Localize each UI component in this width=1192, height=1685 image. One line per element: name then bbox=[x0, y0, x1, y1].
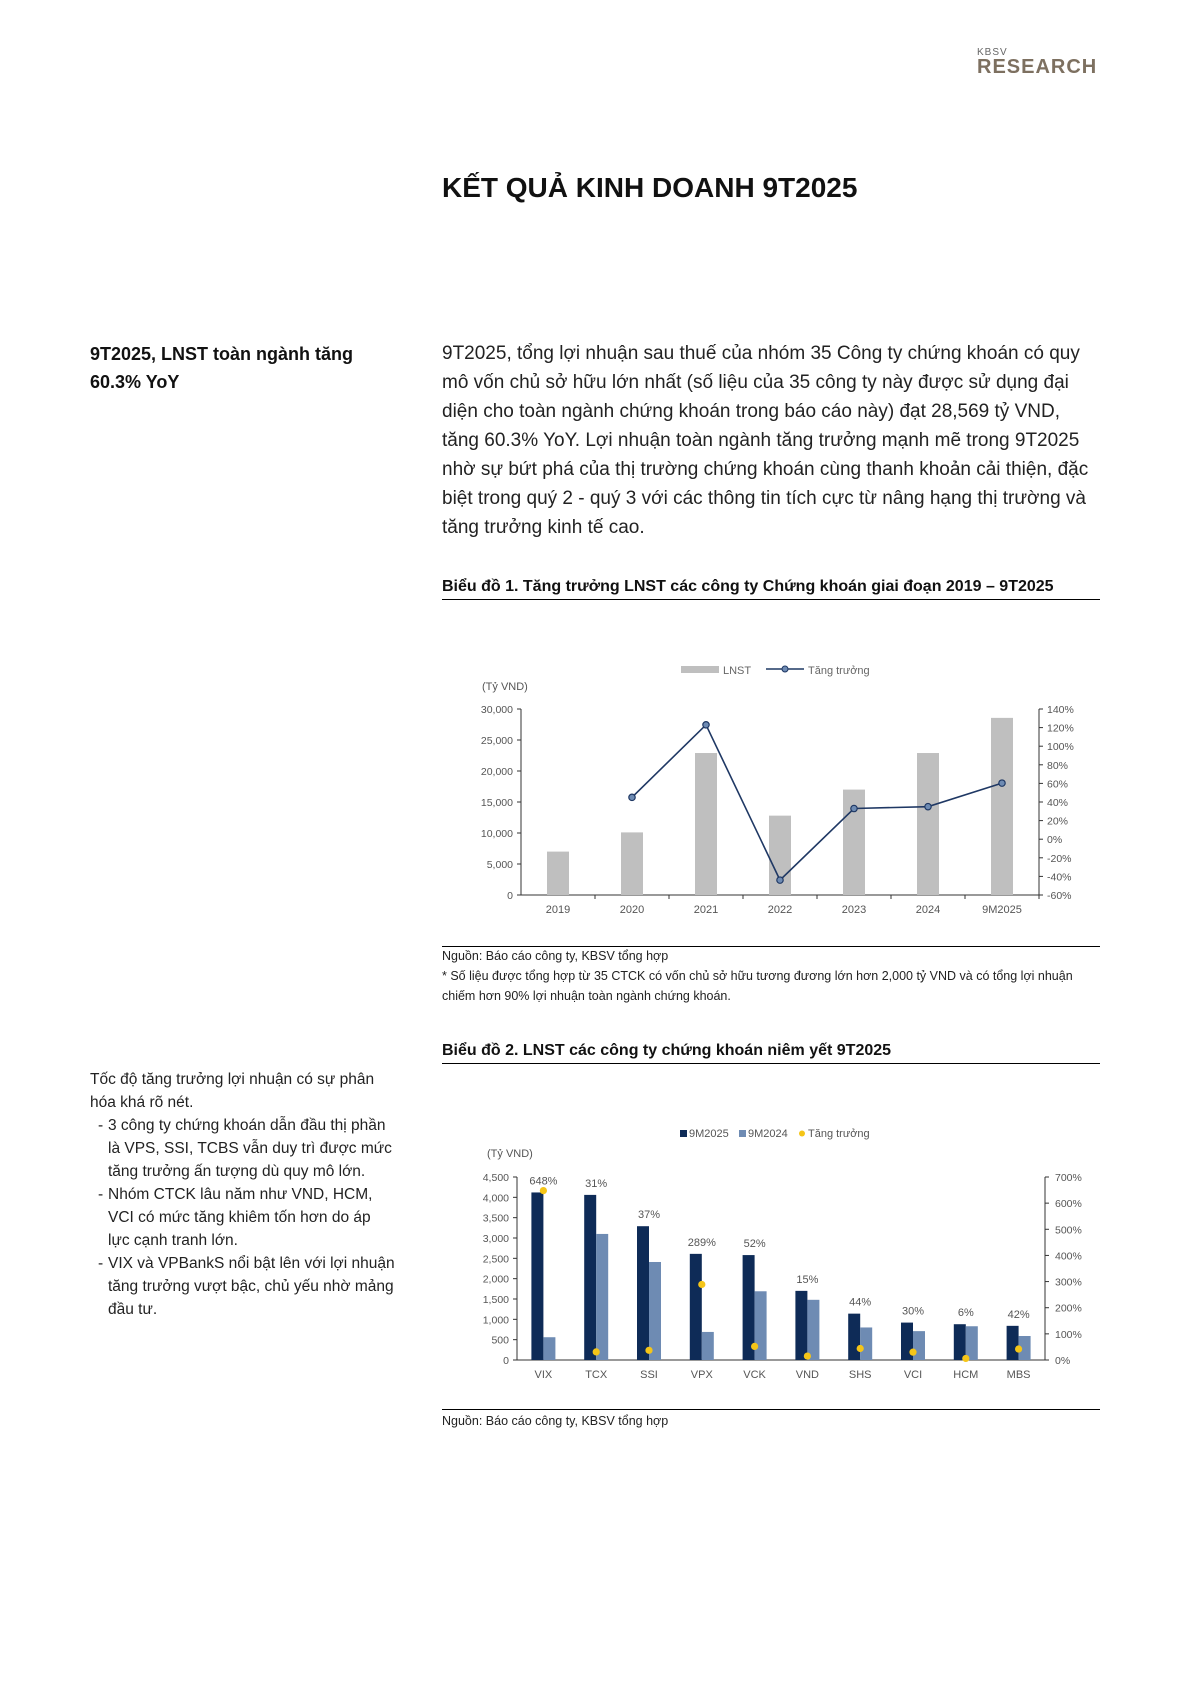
growth-point-VCK bbox=[751, 1343, 758, 1350]
y-right-tick-label: 200% bbox=[1055, 1302, 1082, 1315]
growth-point-VIX bbox=[540, 1187, 547, 1194]
lnst-bar-2024 bbox=[917, 753, 939, 895]
side-heading: 9T2025, LNST toàn ngành tăng 60.3% YoY bbox=[90, 344, 354, 392]
y-right-tick-label: 300% bbox=[1055, 1276, 1082, 1289]
y-right-tick-label: 700% bbox=[1055, 1172, 1082, 1184]
chart1-footnote: * Số liệu được tổng hợp từ 35 CTCK có vốn chủ sở hữu tương đương lớn hơn 2,000 tỷ VND và có tổng lợi nhuận chiếm hơn 90% lợi nhuận toàn ngành chứng khoán. bbox=[442, 969, 1073, 1003]
legend-label-growth: Tăng trưởng bbox=[808, 1128, 870, 1140]
y-left-tick-label: 20,000 bbox=[480, 766, 513, 778]
bar-9m2024-VCK bbox=[755, 1291, 767, 1360]
bar-9m2025-MBS bbox=[1007, 1326, 1019, 1360]
bar-9m2025-SSI bbox=[637, 1226, 649, 1360]
chart2-title: Biểu đồ 2. LNST các công ty chứng khoán niêm yết 9T2025 bbox=[442, 1042, 1100, 1064]
legend-swatch-9m2025 bbox=[680, 1130, 687, 1137]
y-left-tick-label: 0 bbox=[503, 1355, 509, 1367]
x-tick-label: 2021 bbox=[693, 904, 719, 916]
growth-point bbox=[703, 722, 709, 728]
growth-point-MBS bbox=[1015, 1345, 1022, 1352]
growth-data-label-SHS: 44% bbox=[849, 1296, 872, 1309]
x-tick-label: VPX bbox=[690, 1369, 713, 1381]
y-axis-unit: (Tỷ VND) bbox=[482, 681, 528, 693]
bar-9m2025-VND bbox=[795, 1291, 807, 1360]
growth-data-label-MBS: 42% bbox=[1007, 1308, 1030, 1321]
chart2-source: Nguồn: Báo cáo công ty, KBSV tổng hợp bbox=[442, 1414, 669, 1428]
legend-label-9m2024: 9M2024 bbox=[748, 1128, 788, 1140]
x-tick-label: VND bbox=[795, 1369, 820, 1381]
y-left-tick-label: 1,500 bbox=[482, 1294, 509, 1306]
y-left-tick-label: 30,000 bbox=[480, 704, 513, 716]
y-right-tick-label: 40% bbox=[1047, 797, 1069, 809]
x-tick-label: MBS bbox=[1006, 1369, 1031, 1381]
growth-point bbox=[925, 803, 931, 809]
logo-main-text: RESEARCH bbox=[977, 56, 1098, 78]
x-tick-label: SSI bbox=[640, 1369, 658, 1381]
growth-point-SHS bbox=[857, 1345, 864, 1352]
growth-point bbox=[999, 780, 1005, 786]
kbsv-research-logo bbox=[977, 47, 1102, 79]
legend-swatch-lnst bbox=[681, 666, 719, 673]
y-right-tick-label: 80% bbox=[1047, 759, 1069, 772]
y-right-tick-label: -60% bbox=[1047, 890, 1072, 902]
chart2-plot bbox=[442, 1120, 1100, 1390]
bar-9m2024-VND bbox=[807, 1300, 819, 1360]
y-left-tick-label: 10,000 bbox=[480, 828, 513, 840]
logo-small-text: KBSV bbox=[977, 47, 1008, 58]
bar-9m2025-VIX bbox=[531, 1192, 543, 1360]
bar-9m2024-TCX bbox=[596, 1234, 608, 1360]
intro-paragraph: 9T2025, tổng lợi nhuận sau thuế của nhóm 35 Công ty chứng khoán có quy mô vốn chủ sở hữu lớn nhất (số liệu của 35 công ty này được sử dụng đại diện cho toàn ngành chứng khoán trong báo cáo này) đạt 28,569 tỷ VND, tăng 60.3% YoY. Lợi nhuận toàn ngành tăng trưởng mạnh mẽ trong 9T2025 nhờ sự bứt phá của thị trường chứng khoán cùng thanh khoản cải thiện, đặc biệt trong quý 2 - quý 3 với các thông tin tích cực từ nâng hạng thị trường và tăng trưởng kinh tế cao. bbox=[442, 343, 1089, 538]
side-note-bullet: - 3 công ty chứng khoán dẫn đầu thị phần là VPS, SSI, TCBS vẫn duy trì được mức tăng trưởng ấn tượng dù quy mô lớn. bbox=[90, 1114, 395, 1183]
growth-point bbox=[777, 877, 783, 883]
legend-swatch-growth bbox=[799, 1131, 805, 1137]
bar-9m2024-SSI bbox=[649, 1262, 661, 1360]
y-left-tick-label: 500 bbox=[491, 1334, 509, 1347]
y-right-tick-label: -20% bbox=[1047, 852, 1072, 865]
y-left-tick-label: 2,500 bbox=[482, 1253, 509, 1266]
y-left-tick-label: 0 bbox=[507, 890, 513, 902]
lnst-bar-9M2025 bbox=[991, 718, 1013, 895]
y-right-tick-label: 400% bbox=[1055, 1250, 1082, 1263]
lnst-bar-2021 bbox=[695, 753, 717, 895]
page-title: KẾT QUẢ KINH DOANH 9T2025 bbox=[442, 172, 858, 203]
x-tick-label: 2024 bbox=[915, 904, 941, 916]
bar-9m2024-VIX bbox=[543, 1337, 555, 1360]
side-note bbox=[90, 1068, 395, 1321]
y-left-tick-label: 1,000 bbox=[482, 1314, 509, 1327]
bar-9m2025-HCM bbox=[954, 1324, 966, 1360]
bar-9m2025-VPX bbox=[690, 1254, 702, 1360]
y-left-tick-label: 25,000 bbox=[480, 735, 513, 747]
y-right-tick-label: 60% bbox=[1047, 778, 1069, 791]
bar-9m2024-VCI bbox=[913, 1331, 925, 1360]
y-right-tick-label: 20% bbox=[1047, 815, 1069, 828]
y-axis-unit: (Tỷ VND) bbox=[487, 1148, 533, 1160]
lnst-bar-2020 bbox=[621, 832, 643, 895]
growth-point-HCM bbox=[962, 1355, 969, 1362]
growth-data-label-VND: 15% bbox=[796, 1273, 819, 1286]
bar-9m2025-SHS bbox=[848, 1314, 860, 1360]
y-right-tick-label: 100% bbox=[1055, 1328, 1082, 1341]
legend-swatch-9m2024 bbox=[739, 1130, 746, 1137]
bar-9m2024-SHS bbox=[860, 1327, 872, 1360]
y-right-tick-label: 140% bbox=[1047, 704, 1074, 716]
chart1-title: Biểu đồ 1. Tăng trưởng LNST các công ty Chứng khoán giai đoạn 2019 – 9T2025 bbox=[442, 578, 1100, 600]
x-tick-label: 2019 bbox=[545, 904, 571, 916]
bar-9m2024-HCM bbox=[966, 1326, 978, 1360]
bar-9m2025-TCX bbox=[584, 1195, 596, 1360]
legend-label-growth: Tăng trưởng bbox=[808, 665, 870, 677]
growth-point-VPX bbox=[698, 1281, 705, 1288]
growth-point-TCX bbox=[593, 1348, 600, 1355]
y-right-tick-label: -40% bbox=[1047, 871, 1072, 884]
y-left-tick-label: 5,000 bbox=[486, 859, 513, 871]
y-left-tick-label: 2,000 bbox=[482, 1273, 509, 1286]
y-left-tick-label: 4,500 bbox=[482, 1172, 509, 1184]
growth-point-SSI bbox=[645, 1347, 652, 1354]
y-left-tick-label: 3,000 bbox=[482, 1233, 509, 1245]
side-note-bullet: - VIX và VPBankS nổi bật lên với lợi nhuận tăng trưởng vượt bậc, chủ yếu nhờ mảng đầu tư. bbox=[90, 1252, 395, 1321]
chart2-bottom-rule bbox=[442, 1409, 1100, 1410]
side-note-intro: Tốc độ tăng trưởng lợi nhuận có sự phân hóa khá rõ nét. bbox=[90, 1071, 375, 1111]
growth-data-label-HCM: 6% bbox=[957, 1307, 974, 1320]
growth-point bbox=[851, 805, 857, 811]
growth-point bbox=[629, 794, 635, 800]
lnst-bar-2019 bbox=[547, 852, 569, 895]
y-right-tick-label: 120% bbox=[1047, 722, 1074, 735]
y-right-tick-label: 600% bbox=[1055, 1198, 1082, 1211]
legend-label-lnst: LNST bbox=[723, 665, 752, 677]
y-left-tick-label: 4,000 bbox=[482, 1192, 509, 1205]
growth-point-VCI bbox=[909, 1349, 916, 1356]
y-left-tick-label: 3,500 bbox=[482, 1212, 509, 1225]
legend-marker-growth bbox=[782, 666, 788, 672]
x-tick-label: 9M2025 bbox=[982, 904, 1022, 916]
x-tick-label: VIX bbox=[534, 1369, 553, 1381]
y-left-tick-label: 15,000 bbox=[480, 797, 513, 809]
y-right-tick-label: 500% bbox=[1055, 1224, 1082, 1237]
chart1-source: Nguồn: Báo cáo công ty, KBSV tổng hợp bbox=[442, 949, 669, 963]
growth-data-label-VCK: 52% bbox=[743, 1238, 766, 1251]
bar-9m2024-VPX bbox=[702, 1332, 714, 1360]
side-note-bullet: - Nhóm CTCK lâu năm như VND, HCM, VCI có mức tăng khiêm tốn hơn do áp lực cạnh tranh lớn. bbox=[90, 1183, 395, 1252]
growth-data-label-TCX: 31% bbox=[585, 1177, 608, 1190]
x-tick-label: TCX bbox=[585, 1369, 608, 1381]
y-right-tick-label: 100% bbox=[1047, 741, 1074, 754]
x-tick-label: 2023 bbox=[841, 904, 867, 916]
x-tick-label: VCK bbox=[743, 1369, 766, 1381]
x-tick-label: HCM bbox=[953, 1369, 979, 1381]
growth-data-label-VCI: 30% bbox=[901, 1305, 925, 1318]
y-right-tick-label: 0% bbox=[1055, 1355, 1071, 1367]
x-tick-label: SHS bbox=[848, 1369, 872, 1381]
x-tick-label: 2020 bbox=[619, 904, 645, 916]
legend-label-9m2025: 9M2025 bbox=[689, 1128, 729, 1140]
x-tick-label: 2022 bbox=[767, 904, 793, 916]
growth-data-label-VIX: 648% bbox=[529, 1175, 558, 1188]
growth-data-label-SSI: 37% bbox=[637, 1209, 661, 1222]
y-right-tick-label: 0% bbox=[1047, 834, 1063, 847]
side-note-bullets bbox=[90, 1114, 395, 1321]
chart1-plot bbox=[442, 652, 1100, 924]
growth-line bbox=[632, 725, 1002, 880]
growth-data-label-VPX: 289% bbox=[687, 1236, 716, 1249]
growth-point-VND bbox=[804, 1352, 811, 1359]
x-tick-label: VCI bbox=[903, 1369, 923, 1381]
